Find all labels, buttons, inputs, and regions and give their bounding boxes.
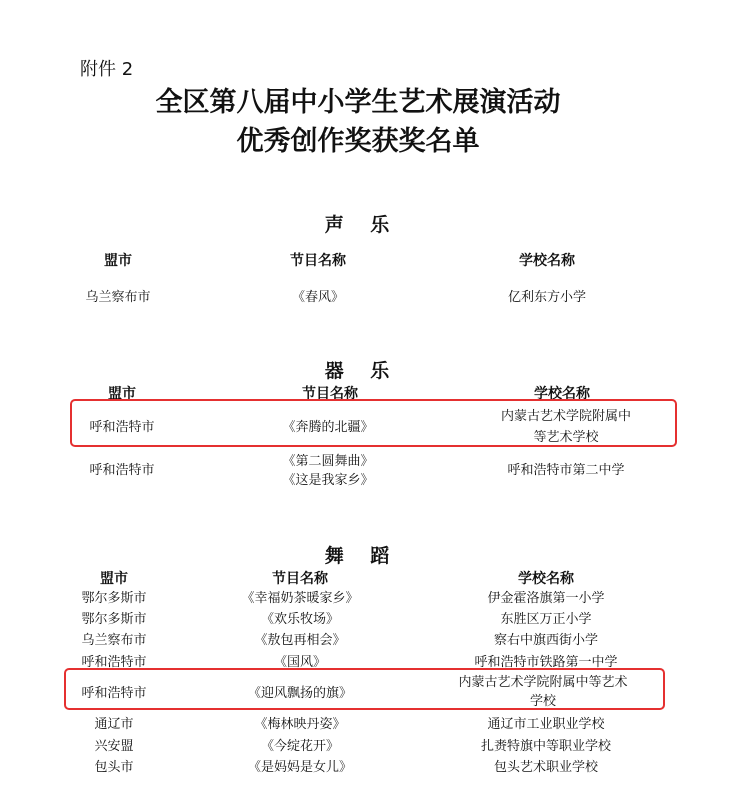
column-header-program: 节目名称	[290, 253, 346, 269]
program-cell: 《梅林映丹姿》	[254, 717, 346, 732]
document-title-line1: 全区第八届中小学生艺术展演活动	[155, 87, 561, 118]
city-cell: 包头市	[94, 760, 134, 775]
attachment-label: 附件 2	[80, 59, 134, 80]
section-title-dance: 舞 蹈	[324, 545, 400, 567]
program-cell: 《幸福奶茶暖家乡》	[241, 591, 359, 606]
program-cell: 《今绽花开》	[260, 739, 340, 754]
program-cell: 《敖包再相会》	[254, 633, 346, 648]
city-cell: 乌兰察布市	[81, 633, 147, 648]
school-cell-line2: 等艺术学校	[533, 430, 599, 445]
school-cell: 察右中旗西街小学	[493, 633, 599, 648]
program-cell: 《春风》	[291, 290, 345, 305]
city-cell: 呼和浩特市	[81, 686, 147, 701]
city-cell: 通辽市	[94, 717, 134, 732]
school-cell: 通辽市工业职业学校	[487, 717, 605, 732]
school-cell: 呼和浩特市铁路第一中学	[474, 655, 618, 670]
school-cell-line1: 内蒙古艺术学院附属中	[500, 409, 632, 424]
city-cell: 乌兰察布市	[85, 290, 151, 305]
program-cell: 《国风》	[273, 655, 327, 670]
program-cell-line1: 《第二圆舞曲》	[282, 454, 374, 469]
column-header-school: 学校名称	[519, 253, 575, 269]
section-title-vocal: 声 乐	[324, 214, 400, 236]
column-header-city: 盟市	[104, 253, 132, 269]
column-header-city: 盟市	[100, 571, 128, 587]
program-cell: 《是妈妈是女儿》	[247, 760, 353, 775]
program-cell-line2: 《这是我家乡》	[282, 473, 374, 488]
school-cell: 伊金霍洛旗第一小学	[487, 591, 605, 606]
column-header-program: 节目名称	[302, 386, 358, 402]
program-cell: 《欢乐牧场》	[260, 612, 340, 627]
document-title-line2: 优秀创作奖获奖名单	[236, 126, 480, 157]
program-cell: 《奔腾的北疆》	[282, 420, 374, 435]
program-cell: 《迎风飘扬的旗》	[247, 686, 353, 701]
column-header-school: 学校名称	[534, 386, 590, 402]
school-cell-line1: 内蒙古艺术学院附属中等艺术	[458, 675, 628, 690]
school-cell: 亿利东方小学	[507, 290, 587, 305]
column-header-school: 学校名称	[518, 571, 574, 587]
city-cell: 鄂尔多斯市	[81, 591, 147, 606]
city-cell: 兴安盟	[94, 739, 134, 754]
city-cell: 呼和浩特市	[81, 655, 147, 670]
city-cell: 呼和浩特市	[89, 420, 155, 435]
school-cell: 扎赉特旗中等职业学校	[480, 739, 612, 754]
column-header-city: 盟市	[108, 386, 136, 402]
city-cell: 鄂尔多斯市	[81, 612, 147, 627]
school-cell: 呼和浩特市第二中学	[507, 463, 625, 478]
school-cell: 东胜区万正小学	[500, 612, 592, 627]
school-cell-line2: 学校	[529, 694, 557, 709]
column-header-program: 节目名称	[272, 571, 328, 587]
school-cell: 包头艺术职业学校	[493, 760, 599, 775]
section-title-instrumental: 器 乐	[324, 360, 400, 382]
city-cell: 呼和浩特市	[89, 463, 155, 478]
